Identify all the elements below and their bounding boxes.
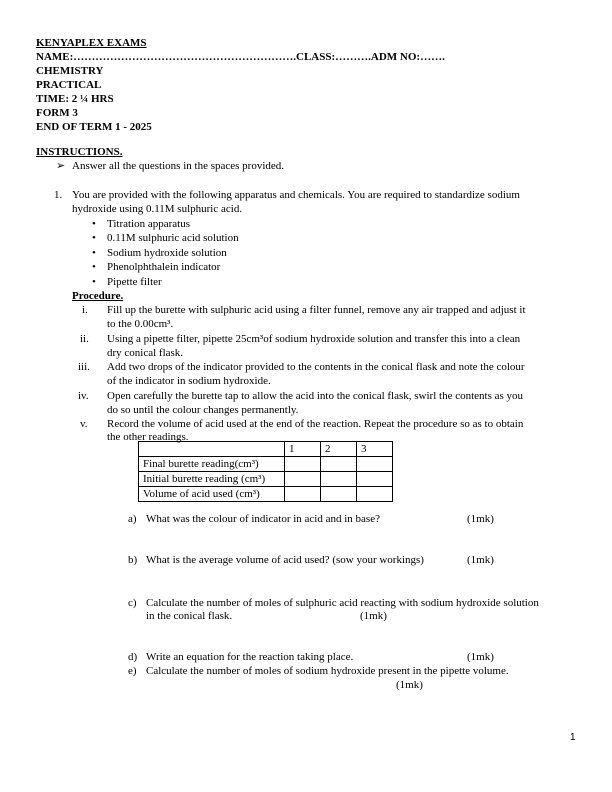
titration-results-table (138, 441, 393, 502)
table-header-row (139, 442, 393, 457)
row-label: Volume of acid used (cm³) (139, 487, 285, 502)
answer-cell[interactable] (285, 457, 321, 472)
list-item: Sodium hydroxide solution (107, 247, 227, 259)
marks: (1mk) (467, 554, 494, 566)
answer-cell[interactable] (357, 472, 393, 487)
list-item: Pipette filter (107, 276, 162, 288)
answer-cell[interactable] (285, 487, 321, 502)
list-item: 0.11M sulphuric acid solution (107, 232, 239, 244)
step-text: Record the volume of acid used at the end of the reaction. Repeat the procedure so as to obtain (107, 418, 524, 430)
row-label: Final burette reading(cm³) (139, 457, 285, 472)
step-text: do so until the colour changes permanently. (107, 404, 299, 416)
table-header-cell (139, 442, 285, 457)
row-label: Initial burette reading (cm³) (139, 472, 285, 487)
exam-body: KENYAPLEX EXAMS (36, 37, 147, 49)
table-row (139, 487, 393, 502)
step-number: iv. (78, 390, 89, 402)
sub-question-text: What is the average volume of acid used? (sow your workings) (146, 554, 424, 566)
step-number: i. (82, 304, 88, 316)
procedure-title: Procedure. (72, 290, 124, 302)
form: FORM 3 (36, 107, 78, 119)
paper: PRACTICAL (36, 79, 102, 91)
sub-question-label: e) (128, 665, 137, 677)
name-class-adm-line: NAME:…………………………………………………….CLASS:……….ADM NO:……. (36, 51, 445, 63)
sub-question-text: in the conical flask. (146, 610, 233, 622)
step-text: Open carefully the burette tap to allow the acid into the conical flask, swirl the contents as you (107, 390, 524, 402)
page-number: 1 (570, 732, 576, 743)
table-row (139, 472, 393, 487)
sub-question-label: d) (128, 651, 138, 663)
marks: (1mk) (467, 651, 494, 663)
step-text: dry conical flask. (107, 347, 184, 359)
table-row (139, 457, 393, 472)
sub-question-text: Calculate the number of moles of sodium hydroxide present in the pipette volume. (146, 665, 509, 677)
step-text: Add two drops of the indicator provided to the contents in the conical flask and note the colour (107, 361, 525, 373)
marks: (1mk) (396, 679, 423, 691)
step-text: Using a pipette filter, pipette 25cm³of sodium hydroxide solution and transfer this into a clean (107, 333, 521, 345)
bullet-icon: • (92, 232, 96, 244)
subject: CHEMISTRY (36, 65, 104, 77)
sub-question-label: a) (128, 513, 137, 525)
table-header-cell: 1 (285, 442, 321, 457)
list-item: Phenolphthalein indicator (107, 261, 221, 273)
arrow-bullet-icon: ➢ (56, 160, 66, 172)
list-item: Titration apparatus (107, 218, 190, 230)
question-intro: You are provided with the following apparatus and chemicals. You are required to standardize sodium (72, 189, 520, 201)
marks: (1mk) (360, 610, 387, 622)
table-header-cell: 2 (321, 442, 357, 457)
step-text: Fill up the burette with sulphuric acid using a filter funnel, remove any air trapped and adjust it (107, 304, 526, 316)
sub-question-label: b) (128, 554, 138, 566)
bullet-icon: • (92, 218, 96, 230)
answer-cell[interactable] (321, 457, 357, 472)
answer-cell[interactable] (357, 457, 393, 472)
sub-question-text: Write an equation for the reaction taking place. (146, 651, 354, 663)
answer-cell[interactable] (321, 487, 357, 502)
instruction-item: Answer all the questions in the spaces provided. (72, 160, 285, 172)
step-text: the other readings. (107, 431, 189, 443)
step-text: to the 0.00cm³. (107, 318, 174, 330)
marks: (1mk) (467, 513, 494, 525)
step-number: ii. (80, 333, 89, 345)
table-header-cell: 3 (357, 442, 393, 457)
bullet-icon: • (92, 276, 96, 288)
step-number: iii. (78, 361, 90, 373)
answer-cell[interactable] (285, 472, 321, 487)
sub-question-label: c) (128, 597, 137, 609)
question-number: 1. (54, 189, 63, 201)
sub-question-text: What was the colour of indicator in acid and in base? (146, 513, 380, 525)
bullet-icon: • (92, 261, 96, 273)
bullet-icon: • (92, 247, 96, 259)
question-intro: hydroxide using 0.11M sulphuric acid. (72, 203, 243, 215)
step-text: of the indicator in sodium hydroxide. (107, 375, 271, 387)
time: TIME: 2 ¼ HRS (36, 93, 114, 105)
sub-question-text: Calculate the number of moles of sulphuric acid reacting with sodium hydroxide solution (146, 597, 539, 609)
answer-cell[interactable] (321, 472, 357, 487)
term: END OF TERM 1 - 2025 (36, 121, 152, 133)
instructions-title: INSTRUCTIONS. (36, 146, 123, 158)
step-number: v. (80, 418, 88, 430)
answer-cell[interactable] (357, 487, 393, 502)
